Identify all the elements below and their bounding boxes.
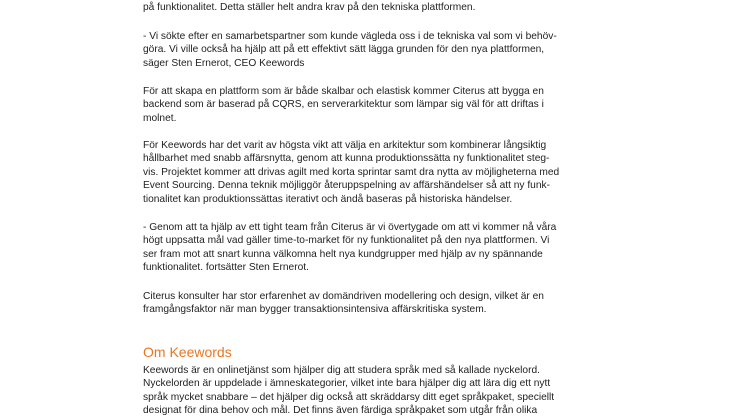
text-line: För Keewords har det varit av högsta vikt att välja en arkitektur som kombinerar långsiktig — [143, 140, 547, 151]
section-heading-about: Om Keewords — [143, 344, 232, 360]
paragraph-team-quote — [143, 221, 613, 275]
text-line: hållbarhet med snabb affärsnytta, genom att kunna produktionssätta ny funktionalitet steg- — [143, 153, 550, 165]
text-line: - Vi sökte efter en samarbetspartner som kunde vägleda oss i de tekniska val som vi behöv- — [143, 31, 557, 42]
paragraph-about-keewords — [143, 364, 613, 418]
text-line: - Genom att ta hjälp av ett tight team från Citerus är vi övertygade om att vi kommer nå våra — [143, 222, 557, 233]
paragraph-architecture — [143, 139, 613, 206]
text-line: tionalitet kan produktionssättas iterativt och ändå baseras på historiska händelser. — [143, 193, 513, 205]
paragraph-citerus-experience — [143, 290, 613, 317]
text-line: säger Sten Ernerot, CEO Keewords — [143, 57, 305, 69]
paragraph-cqrs-backend — [143, 85, 613, 125]
text-line: vis. Projektet kommer att drivas agilt med korta sprintar samt dra nytta av möjligheterna med — [143, 166, 560, 178]
text-line: designat för dina behov och mål. Det finns även färdiga språkpaket som utgår från olika — [143, 405, 538, 417]
text-line: funktionalitet. fortsätter Sten Ernerot. — [143, 262, 309, 274]
text-line: framgångsfaktor när man bygger transaktionsintensiva affärskritiska system. — [143, 304, 487, 316]
text-line: Citerus konsulter har stor erfarenhet av domändriven modellering och design, vilket är en — [143, 291, 544, 302]
paragraph-platform-requirements — [143, 1, 613, 14]
text-line: på funktionalitet. Detta ställer helt andra krav på den tekniska plattformen. — [143, 2, 476, 13]
text-line: Event Sourcing. Denna teknik möjliggör återuppspelning av affärshändelser så att ny funk- — [143, 180, 550, 192]
text-line: högt uppsatta mål vad gäller time-to-market för ny funktionalitet på den nya plattformen. Vi — [143, 235, 550, 247]
paragraph-partner-quote — [143, 30, 613, 70]
text-line: göra. Vi ville också ha hjälp att på ett effektivt sätt lägga grunden för den nya plattformen, — [143, 44, 545, 56]
text-line: ser fram mot att snart kunna välkomna helt nya kundgrupper med hjälp av ny spännande — [143, 248, 543, 260]
text-line: molnet. — [143, 112, 177, 124]
text-line: backend som är baserad på CQRS, en serverarkitektur som lämpar sig väl för att driftas i — [143, 99, 544, 111]
text-line: Keewords är en onlinetjänst som hjälper dig att studera språk med så kallade nyckelord. — [143, 365, 540, 376]
text-line: språk mycket snabbare – det hjälper dig också att skräddarsy ditt eget språkpaket, speciellt — [143, 391, 555, 403]
text-line: För att skapa en plattform som är både skalbar och elastisk kommer Citerus att bygga en — [143, 86, 544, 97]
text-line: Nyckelorden är uppdelade i ämneskategorier, vilket inte bara hjälper dig att lära dig ett nytt — [143, 378, 551, 390]
